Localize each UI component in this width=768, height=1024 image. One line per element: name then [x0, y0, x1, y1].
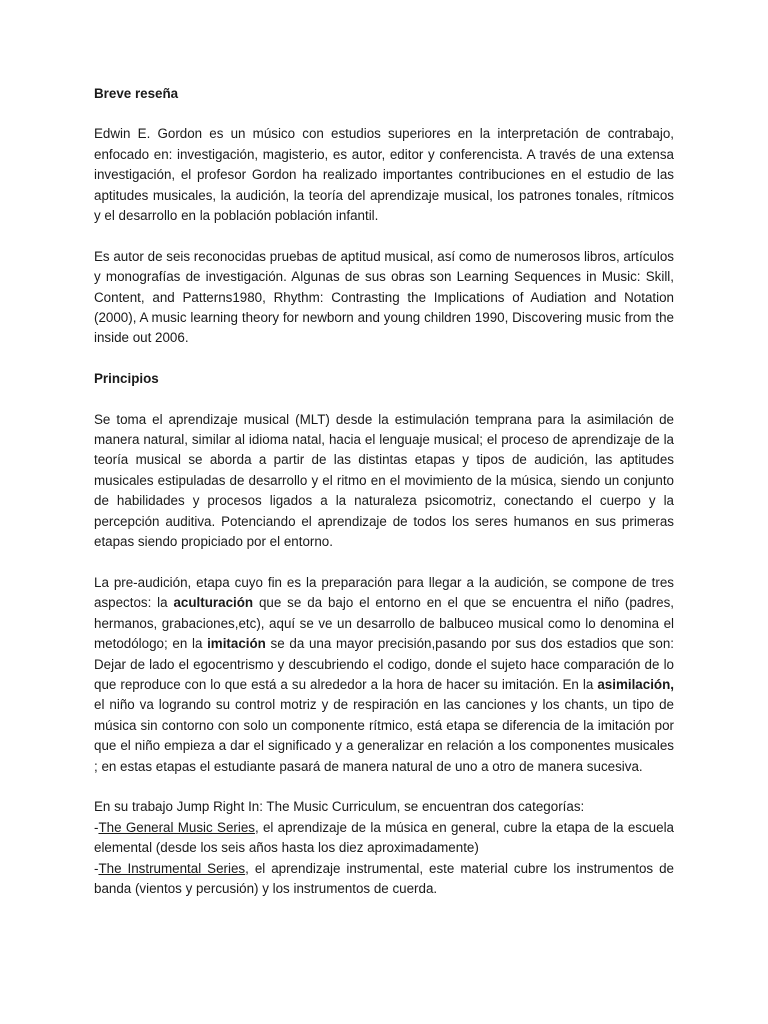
heading-breve-resena: Breve reseña [94, 86, 179, 101]
series-title: The General Music Series [98, 819, 255, 835]
list-text: , el aprendizaje de la música en general, cubre la etapa de la escuela elemental (desde los seis años hasta los diez aproximadamente) [94, 819, 674, 856]
list-item-instrumental [94, 859, 674, 900]
list-prefix: - [94, 819, 99, 835]
paragraph-biography: Edwin E. Gordon es un músico con estudios superiores en la interpretación de contrabajo, enfocado en: investigación, magisterio, es autor, editor y conferencista. A través de una extensa investigación, el profesor Gordon ha realizado importantes contribuciones en el estudio de las aptitudes musicales, la audición, la teoría del aprendizaje musical, los patrones tonales, rítmicos y el desarrollo en la población población infantil. [94, 126, 674, 224]
list-item-general-music [94, 818, 674, 859]
text-run: La pre-audición, etapa cuyo fin es la preparación para llegar a la audición, se compone de tres aspectos: la [94, 574, 674, 611]
list-text: , el aprendizaje instrumental, este material cubre los instrumentos de banda (vientos y percusión) y los instrumentos de cuerda. [94, 860, 674, 896]
paragraph-pre-audition [94, 573, 674, 777]
text-run: el niño va logrando su control motriz y de respiración en las canciones y los chants, un tipo de música sin contorno con solo un componente rítmico, está etapa se diferencia de la imitación por que el niño empieza a dar el significado y a generalizar en relación a los componentes musicales ; en estas etapas el estudiante pasará de manera natural de uno a otro de manera sucesiva. [94, 697, 674, 774]
term-imitacion: imitación [207, 636, 266, 652]
term-aculturacion: aculturación [173, 595, 254, 611]
list-prefix: - [94, 860, 99, 876]
text-run: se da una mayor precisión,pasando por sus dos estadios que son: Dejar de lado el egocentrismo y descubriendo el codigo, donde el sujeto hace comparación de lo que reproduce con lo que está a su alrededor a la hora de hacer su imitación. En la [94, 636, 674, 692]
paragraph-principles: Se toma el aprendizaje musical (MLT) desde la estimulación temprana para la asimilación de manera natural, similar al idioma natal, hacia el lenguaje musical; el proceso de aprendizaje de la teoría musical se aborda a partir de las distintas etapas y tipos de audición, las aptitudes musicales estipuladas de desarrollo y el ritmo en el movimiento de la música, siendo un conjunto de habilidades y procesos ligados a la naturaleza psicomotriz, conectando el cuerpo y la percepción auditiva. Potenciando el aprendizaje de todos los seres humanos en sus primeras etapas siendo propiciado por el entorno. [94, 411, 674, 550]
paragraph-works: Es autor de seis reconocidas pruebas de aptitud musical, así como de numerosos libros, artículos y monografías de investigación. Algunas de sus obras son Learning Sequences in Music: Skill, Content, and Patterns1980, Rhythm: Contrasting the Implications of Audiation and Notation (2000), A music learning theory for newborn and young children 1990, Discovering music from the inside out 2006. [94, 248, 674, 346]
term-asimilacion: asimilación, [597, 676, 674, 692]
paragraph-curriculum-intro: En su trabajo Jump Right In: The Music Curriculum, se encuentran dos categorías: [94, 799, 585, 815]
heading-principios: Principios [94, 371, 159, 387]
text-run: que se da bajo el entorno en el que se encuentra el niño (padres, hermanos, grabaciones,etc), aquí se ve un desarrollo de balbuceo musical como lo denomina el metodólogo; en la [94, 595, 674, 652]
series-title: The Instrumental Series [98, 860, 246, 876]
